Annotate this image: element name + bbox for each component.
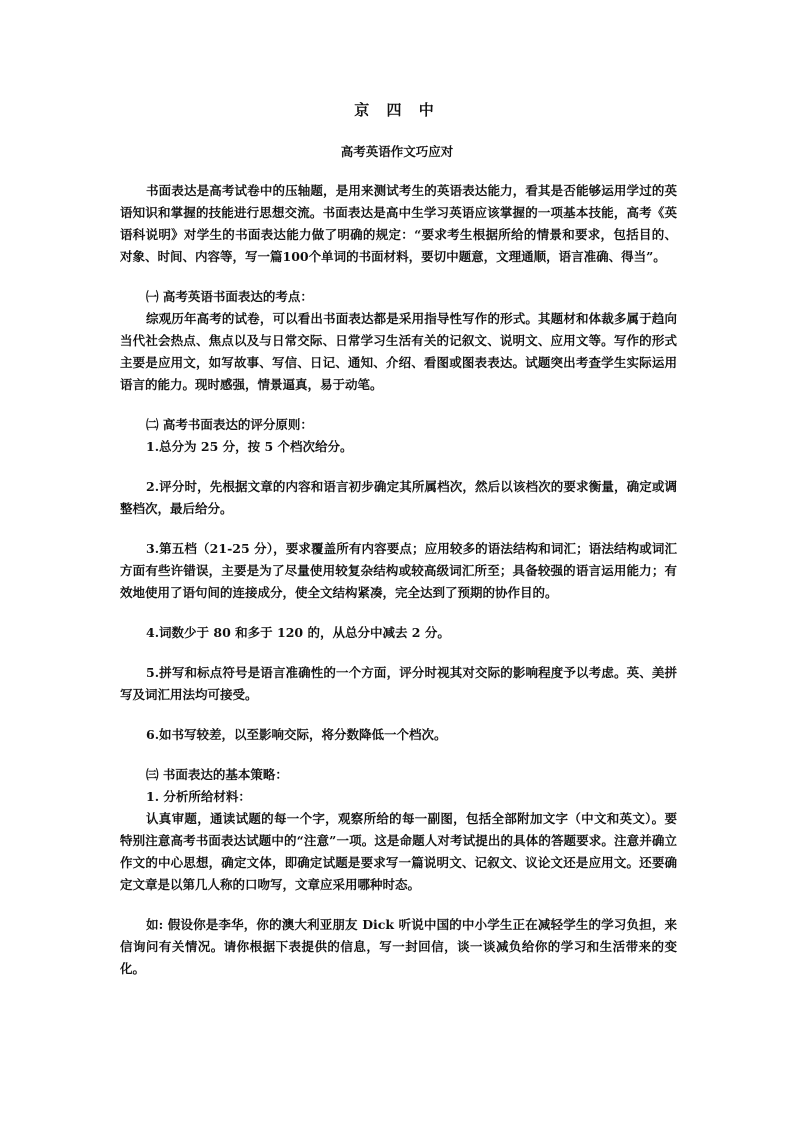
scoring-rule-4: 4.词数少于 80 和多于 120 的，从总分中减去 2 分。 [146, 625, 450, 640]
section-heading-exam-points: ㈠ 高考英语书面表达的考点： [146, 289, 313, 304]
scoring-rule-5: 5.拼写和标点符号是语言准确性的一个方面，评分时视其对交际的影响程度予以考虑。英、美拼写及词汇用法均可接受。 [120, 665, 677, 702]
strategy-1-heading: 1. 分析所给材料： [146, 789, 251, 804]
section-text-exam-points: 综观历年高考的试卷，可以看出书面表达都是采用指导性写作的形式。其题材和体裁多属于趋向当代社会热点、焦点以及与日常交际、日常学习生活有关的记叙文、说明文、应用文等。写作的形式主要是应用文，如写故事、写信、日记、通知、介绍、看图或图表表达。试题突出考查学生实际运用语言的能力。现时感强，情景逼真，易于动笔。 [120, 311, 677, 392]
intro-paragraph: 书面表达是高考试卷中的压轴题，是用来测试考生的英语表达能力，看其是否能够运用学过的英语知识和掌握的技能进行思想交流。书面表达是高中生学习英语应该掌握的一项基本技能，高考《英语科说明》对学生的书面表达能力做了明确的规定：“要求考生根据所给的情景和要求，包括目的、对象、时间、内容等，写一篇100个单词的书面材料，要切中题意，文理通顺，语言准确、得当”。 [120, 183, 677, 264]
example-paragraph: 如: 假设你是李华，你的澳大利亚朋友 Dick 听说中国的中小学生正在减轻学生的学习负担，来信询问有关情况。请你根据下表提供的信息，写一封回信，谈一谈减负给你的学习和生活带来的变化。 [120, 917, 677, 976]
section-heading-scoring: ㈡ 高考书面表达的评分原则： [146, 417, 313, 432]
scoring-rule-3: 3.第五档（21-25 分），要求覆盖所有内容要点；应用较多的语法结构和词汇；语法结构或词汇方面有些许错误，主要是为了尽量使用较复杂结构或较高级词汇所至；具备较强的语言运用能力；有效地使用了语句间的连接成分，使全文结构紧凑，完全达到了预期的协作目的。 [120, 541, 677, 600]
scoring-rule-1: 1.总分为 25 分，按 5 个档次给分。 [146, 439, 353, 454]
section-heading-strategy: ㈢ 书面表达的基本策略： [146, 767, 288, 782]
school-name: 京 四 中 [354, 101, 440, 119]
scoring-rule-2: 2.评分时，先根据文章的内容和语言初步确定其所属档次，然后以该档次的要求衡量，确定或调整档次，最后给分。 [120, 479, 677, 516]
document-title: 高考英语作文巧应对 [340, 144, 454, 159]
strategy-1-text: 认真审题，通读试题的每一个字，观察所给的每一副图，包括全部附加文字（中文和英文）。要特别注意高考书面表达试题中的“注意”一项。这是命题人对考试提出的具体的答题要求。注意并确立作文的中心思想，确定文体，即确定试题是要求写一篇说明文、记叙文、议论文还是应用文。还要确定文章是以第几人称的口吻写，文章应采用哪种时态。 [120, 811, 677, 892]
scoring-rule-6: 6.如书写较差，以至影响交际，将分数降低一个档次。 [146, 727, 447, 742]
document-body [120, 180, 677, 980]
